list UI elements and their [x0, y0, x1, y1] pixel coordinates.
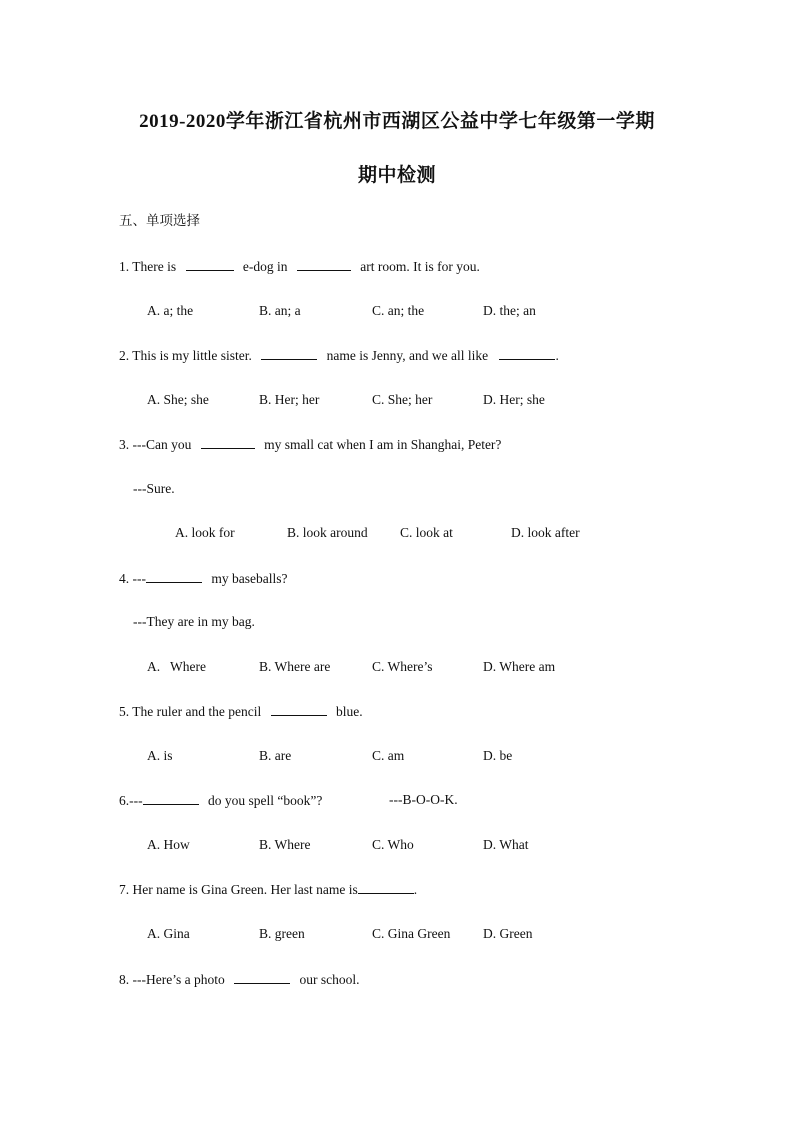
option-d: D. What [483, 837, 529, 852]
option-c: C. look at [400, 525, 453, 540]
option-d: D. Where am [483, 659, 556, 674]
option-b: B. Her; her [259, 392, 320, 407]
option-a: A. How [147, 837, 190, 852]
answer-blank [234, 970, 290, 984]
answer-blank [186, 257, 234, 271]
question-8-text-b: our school. [299, 972, 360, 987]
question-6 [119, 791, 322, 810]
answer-blank [297, 257, 351, 271]
question-3 [119, 435, 501, 454]
question-5-text-b: blue. [335, 704, 363, 719]
question-1 [119, 257, 480, 276]
question-8 [119, 970, 359, 989]
option-b: B. are [259, 748, 292, 763]
option-b: B. look around [287, 525, 368, 540]
option-d: D. look after [511, 525, 580, 540]
option-b: B. green [259, 926, 305, 941]
option-c: C. She; her [372, 392, 433, 407]
answer-blank [358, 880, 414, 894]
question-1-text-a: 1. There is [119, 259, 177, 274]
question-6-reply: ---B-O-O-K. [389, 792, 458, 807]
document-title: 2019-2020学年浙江省杭州市西湖区公益中学七年级第一学期 [139, 111, 655, 132]
question-1-text-b: e-dog in [242, 259, 288, 274]
question-3-text-b: my small cat when I am in Shanghai, Peter? [264, 437, 502, 452]
option-c: C. Where’s [372, 659, 433, 674]
answer-blank [261, 346, 317, 360]
question-8-text-a: 8. ---Here’s a photo [119, 972, 225, 987]
question-4-reply: ---They are in my bag. [133, 614, 255, 629]
answer-blank [499, 346, 555, 360]
option-b: B. an; a [259, 303, 301, 318]
question-2-text-a: 2. This is my little sister. [119, 348, 252, 363]
option-b: B. Where are [259, 659, 331, 674]
document-subtitle: 期中检测 [357, 165, 436, 186]
question-7-text-b: . [413, 882, 418, 897]
option-a: A. Where [147, 659, 206, 674]
option-d: D. be [483, 748, 513, 763]
question-4 [119, 569, 287, 588]
option-a: A. is [147, 748, 173, 763]
option-a: A. Gina [147, 926, 190, 941]
option-c: C. Who [372, 837, 414, 852]
question-2 [119, 346, 559, 365]
question-4-text-a: 4. --- [119, 571, 146, 586]
question-3-text-a: 3. ---Can you [119, 437, 192, 452]
option-d: D. Green [483, 926, 533, 941]
option-a: A. She; she [147, 392, 209, 407]
question-2-text-b: name is Jenny, and we all like [326, 348, 489, 363]
option-a: A. look for [175, 525, 235, 540]
answer-blank [201, 435, 255, 449]
question-4-text-b: my baseballs? [211, 571, 288, 586]
option-b: B. Where [259, 837, 311, 852]
question-6-text-a: 6.--- [119, 793, 143, 808]
question-6-text-b: do you spell “book”? [208, 793, 323, 808]
question-3-reply: ---Sure. [133, 481, 175, 496]
question-2-text-c: . [555, 348, 559, 363]
option-c: C. an; the [372, 303, 425, 318]
option-d: D. the; an [483, 303, 536, 318]
section-heading: 五、单项选择 [119, 213, 200, 228]
option-c: C. Gina Green [372, 926, 451, 941]
option-d: D. Her; she [483, 392, 545, 407]
option-a: A. a; the [147, 303, 194, 318]
answer-blank [146, 569, 202, 583]
option-c: C. am [372, 748, 405, 763]
answer-blank [271, 702, 327, 716]
question-5 [119, 702, 363, 721]
answer-blank [143, 791, 199, 805]
question-7-text-a: 7. Her name is Gina Green. Her last name is [119, 882, 358, 897]
question-1-text-c: art room. It is for you. [360, 259, 480, 274]
question-5-text-a: 5. The ruler and the pencil [119, 704, 262, 719]
question-7 [119, 880, 417, 899]
